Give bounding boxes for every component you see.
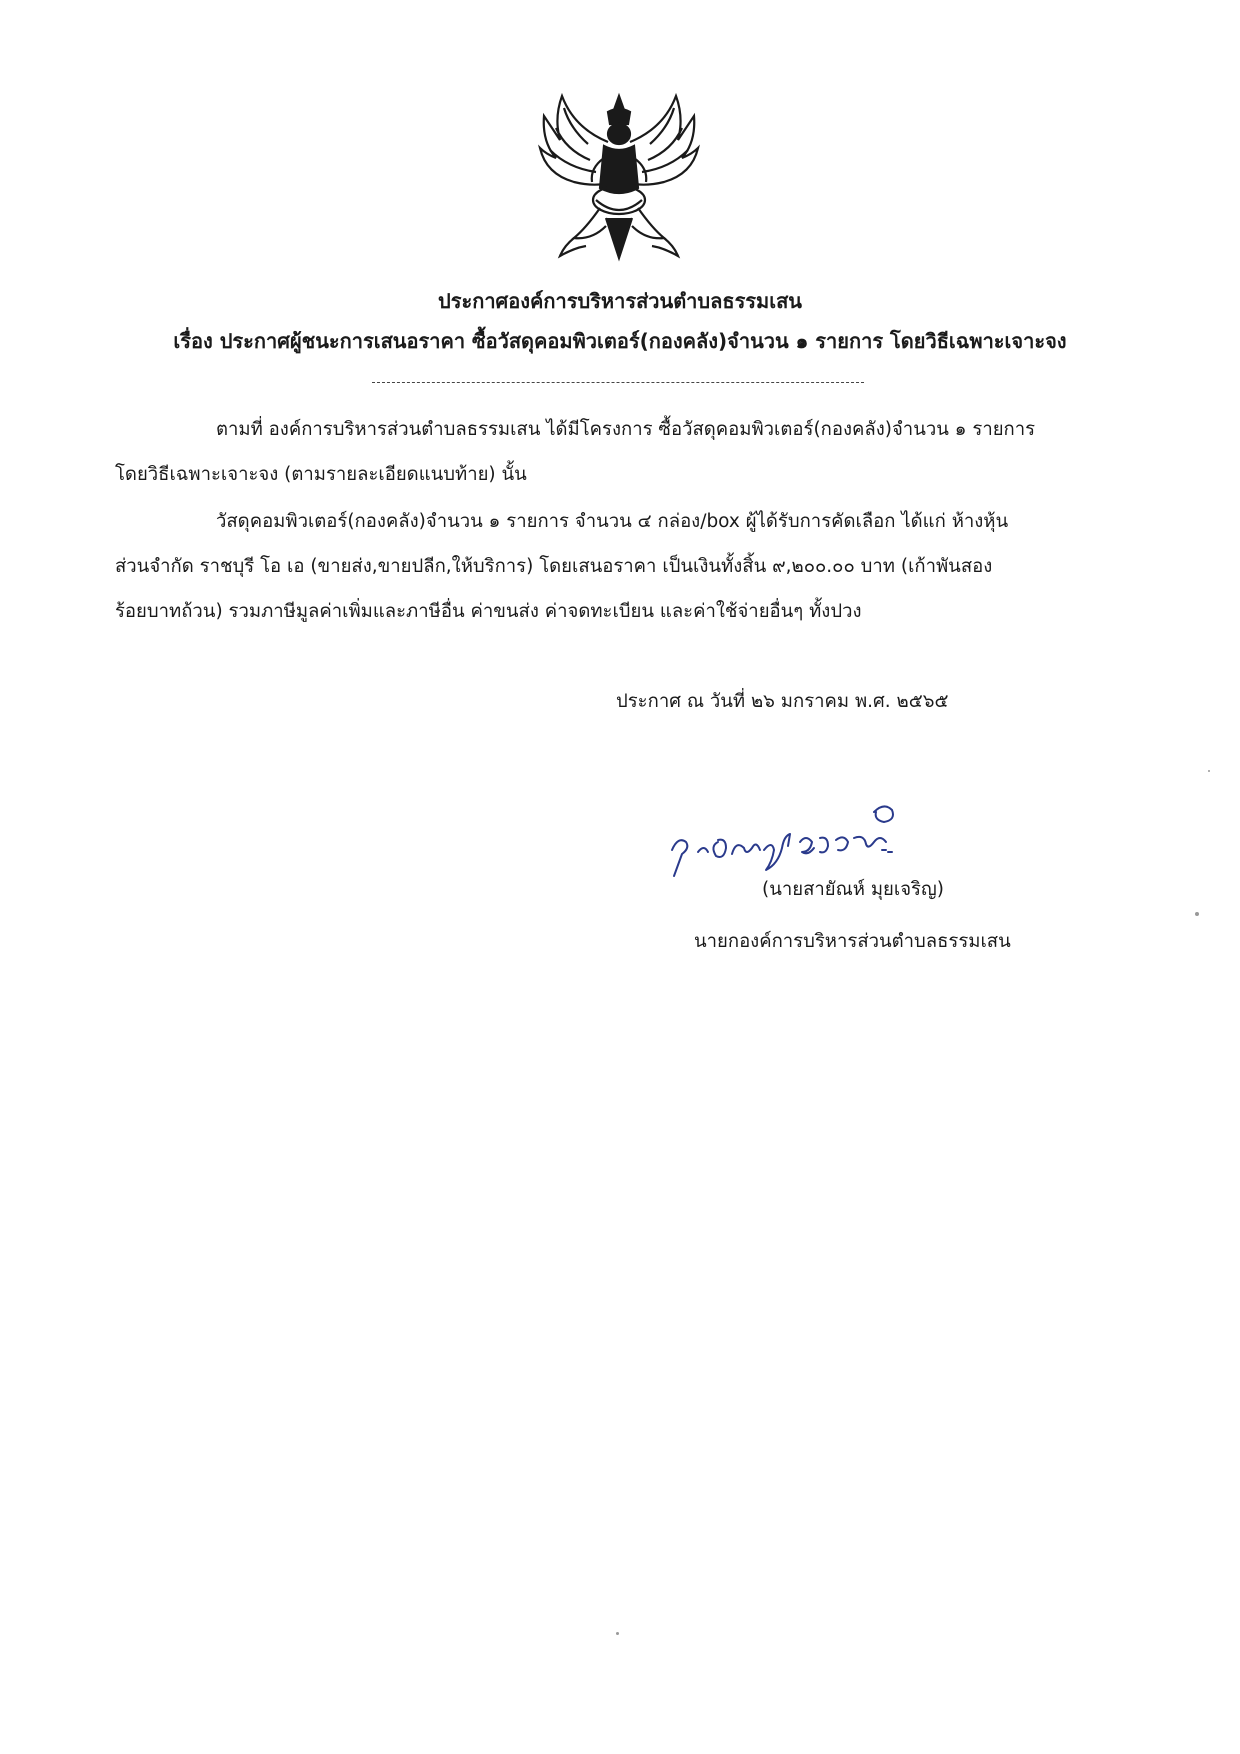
announcement-date: ประกาศ ณ วันที่ ๒๖ มกราคม พ.ศ. ๒๕๖๕: [616, 691, 949, 712]
paragraph-2-line-1: วัสดุคอมพิวเตอร์(กองคลัง)จำนวน ๑ รายการ จำนวน ๔ กล่อง/box ผู้ได้รับการคัดเลือก ได้แก่ ห้างหุ้น: [216, 511, 1009, 532]
paragraph-2-line-3: ร้อยบาทถ้วน) รวมภาษีมูลค่าเพิ่มและภาษีอื่น ค่าขนส่ง ค่าจดทะเบียน และค่าใช้จ่ายอื่นๆ ทั้งปวง: [115, 601, 862, 622]
garuda-emblem-icon: [534, 88, 704, 264]
signatory-position: นายกองค์การบริหารส่วนตำบลธรรมเสน: [694, 931, 1011, 952]
document-subject: เรื่อง ประกาศผู้ชนะการเสนอราคา ซื้อวัสดุคอมพิวเตอร์(กองคลัง)จำนวน ๑ รายการ โดยวิธีเฉพาะเจาะจง: [173, 329, 1067, 353]
paragraph-1-line-1: ตามที่ องค์การบริหารส่วนตำบลธรรมเสน ได้มีโครงการ ซื้อวัสดุคอมพิวเตอร์(กองคลัง)จำนวน ๑ รายการ: [216, 419, 1036, 440]
scan-speck: [1208, 770, 1210, 772]
title-divider: [372, 382, 864, 383]
scan-speck: [616, 1632, 619, 1635]
signatory-name: (นายสายัณห์ มุยเจริญ): [762, 879, 944, 900]
scan-speck: [1195, 912, 1199, 916]
handwritten-signature: [660, 790, 940, 880]
document-title: ประกาศองค์การบริหารส่วนตำบลธรรมเสน: [438, 289, 802, 313]
paragraph-2-line-2: ส่วนจำกัด ราชบุรี โอ เอ (ขายส่ง,ขายปลีก,ให้บริการ) โดยเสนอราคา เป็นเงินทั้งสิ้น ๙,๒๐๐.๐๐ บาท (เก้าพันสอง: [115, 556, 993, 577]
paragraph-1-line-2: โดยวิธีเฉพาะเจาะจง (ตามรายละเอียดแนบท้าย) นั้น: [115, 464, 527, 485]
